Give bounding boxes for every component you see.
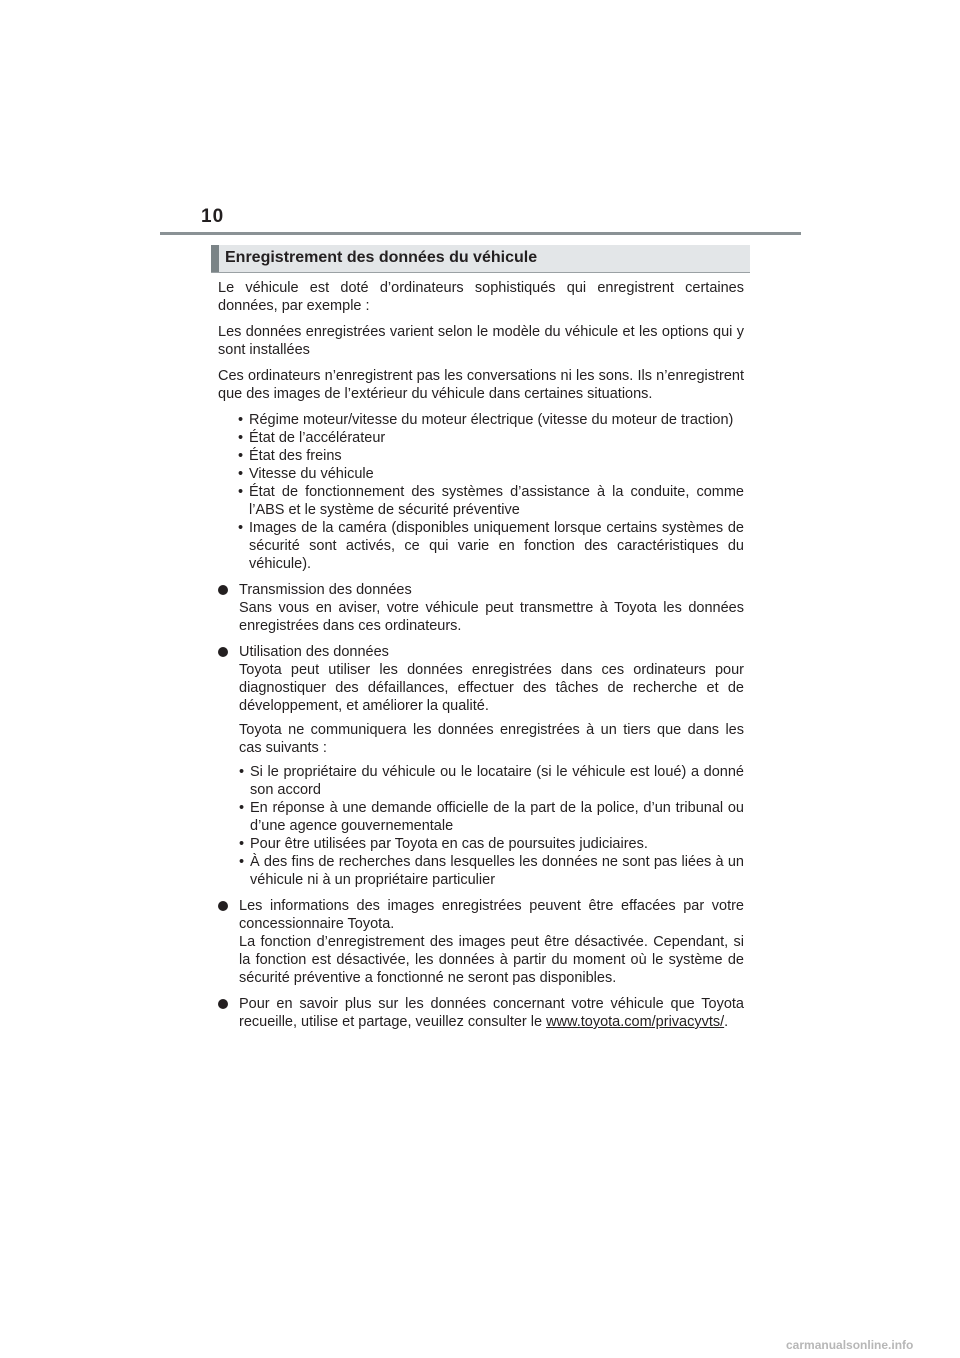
section-heading (211, 245, 750, 273)
usage-text-2: Toyota ne communiquera les données enregistrées à un tiers que dans les cas suivants : (239, 722, 744, 756)
more-info-text: Pour en savoir plus sur les données concernant votre véhicule que Toyota recueille, utilise et partage, veuillez consulter le www.toyota.com/privacyvts/. (239, 996, 744, 1030)
usage-text-1: Utilisation des données Toyota peut utiliser les données enregistrées dans ces ordinateurs pour diagnostiquer des défaillances, effectuer des tâches de recherche et de développement, et améliorer la qualité. (239, 644, 744, 714)
recorded-data-list (218, 411, 744, 573)
section-heading-bar (211, 245, 219, 272)
list-item: • À des fins de recherches dans lesquelles les données ne sont pas liées à un véhicule ni à un propriétaire particulier (239, 854, 744, 888)
list-item: • Régime moteur/vitesse du moteur électrique (vitesse du moteur de traction) (238, 412, 734, 428)
intro-paragraph-2: Les données enregistrées varient selon le modèle du véhicule et les options qui y sont installées (218, 324, 744, 358)
intro-paragraph-3: Ces ordinateurs n’enregistrent pas les conversations ni les sons. Ils n’enregistrent que des images de l’extérieur du véhicule dans certaines situations. (218, 368, 744, 402)
page-number: 10 (201, 206, 225, 227)
transmission-block (218, 581, 744, 635)
filled-circle-icon (218, 999, 228, 1009)
filled-circle-icon (218, 585, 228, 595)
watermark: carmanualsonline.info (786, 1338, 914, 1352)
third-party-cases-list (239, 763, 744, 889)
list-item: • État des freins (238, 448, 342, 464)
list-item: • Pour être utilisées par Toyota en cas de poursuites judiciaires. (239, 836, 648, 852)
list-item: • État de fonctionnement des systèmes d’assistance à la conduite, comme l’ABS et le système de sécurité préventive (238, 484, 744, 518)
intro-paragraph-1: Le véhicule est doté d’ordinateurs sophistiqués qui enregistrent certaines données, par exemple : (218, 280, 744, 314)
content (218, 279, 744, 1039)
list-item: • Images de la caméra (disponibles uniquement lorsque certains systèmes de sécurité sont activés, ce qui varie en fonction des caractéristiques du véhicule). (238, 520, 744, 572)
list-item: • Si le propriétaire du véhicule ou le locataire (si le véhicule est loué) a donné son accord (239, 764, 744, 798)
list-item: • Vitesse du véhicule (238, 466, 374, 482)
list-item: • En réponse à une demande officielle de la part de la police, d’un tribunal ou d’une agence gouvernementale (239, 800, 744, 834)
erase-block (218, 897, 744, 987)
filled-circle-icon (218, 901, 228, 911)
list-item: • État de l’accélérateur (238, 430, 386, 446)
usage-block (218, 643, 744, 889)
privacy-link[interactable]: www.toyota.com/privacyvts/ (546, 1014, 725, 1030)
header-rule (160, 232, 801, 235)
section-title: Enregistrement des données du véhicule (225, 249, 538, 266)
filled-circle-icon (218, 647, 228, 657)
erase-text: Les informations des images enregistrées peuvent être effacées par votre concessionnaire Toyota. La fonction d’enregistrement des images peut être désactivée. Cependant, si la fonction est désactivée, les données à partir du moment où le système de sécurité préventive a fonctionné ne seront pas disponibles. (239, 898, 744, 986)
transmission-text: Transmission des données Sans vous en aviser, votre véhicule peut transmettre à Toyota les données enregistrées dans ces ordinateurs. (239, 582, 744, 634)
more-info-block (218, 995, 744, 1031)
